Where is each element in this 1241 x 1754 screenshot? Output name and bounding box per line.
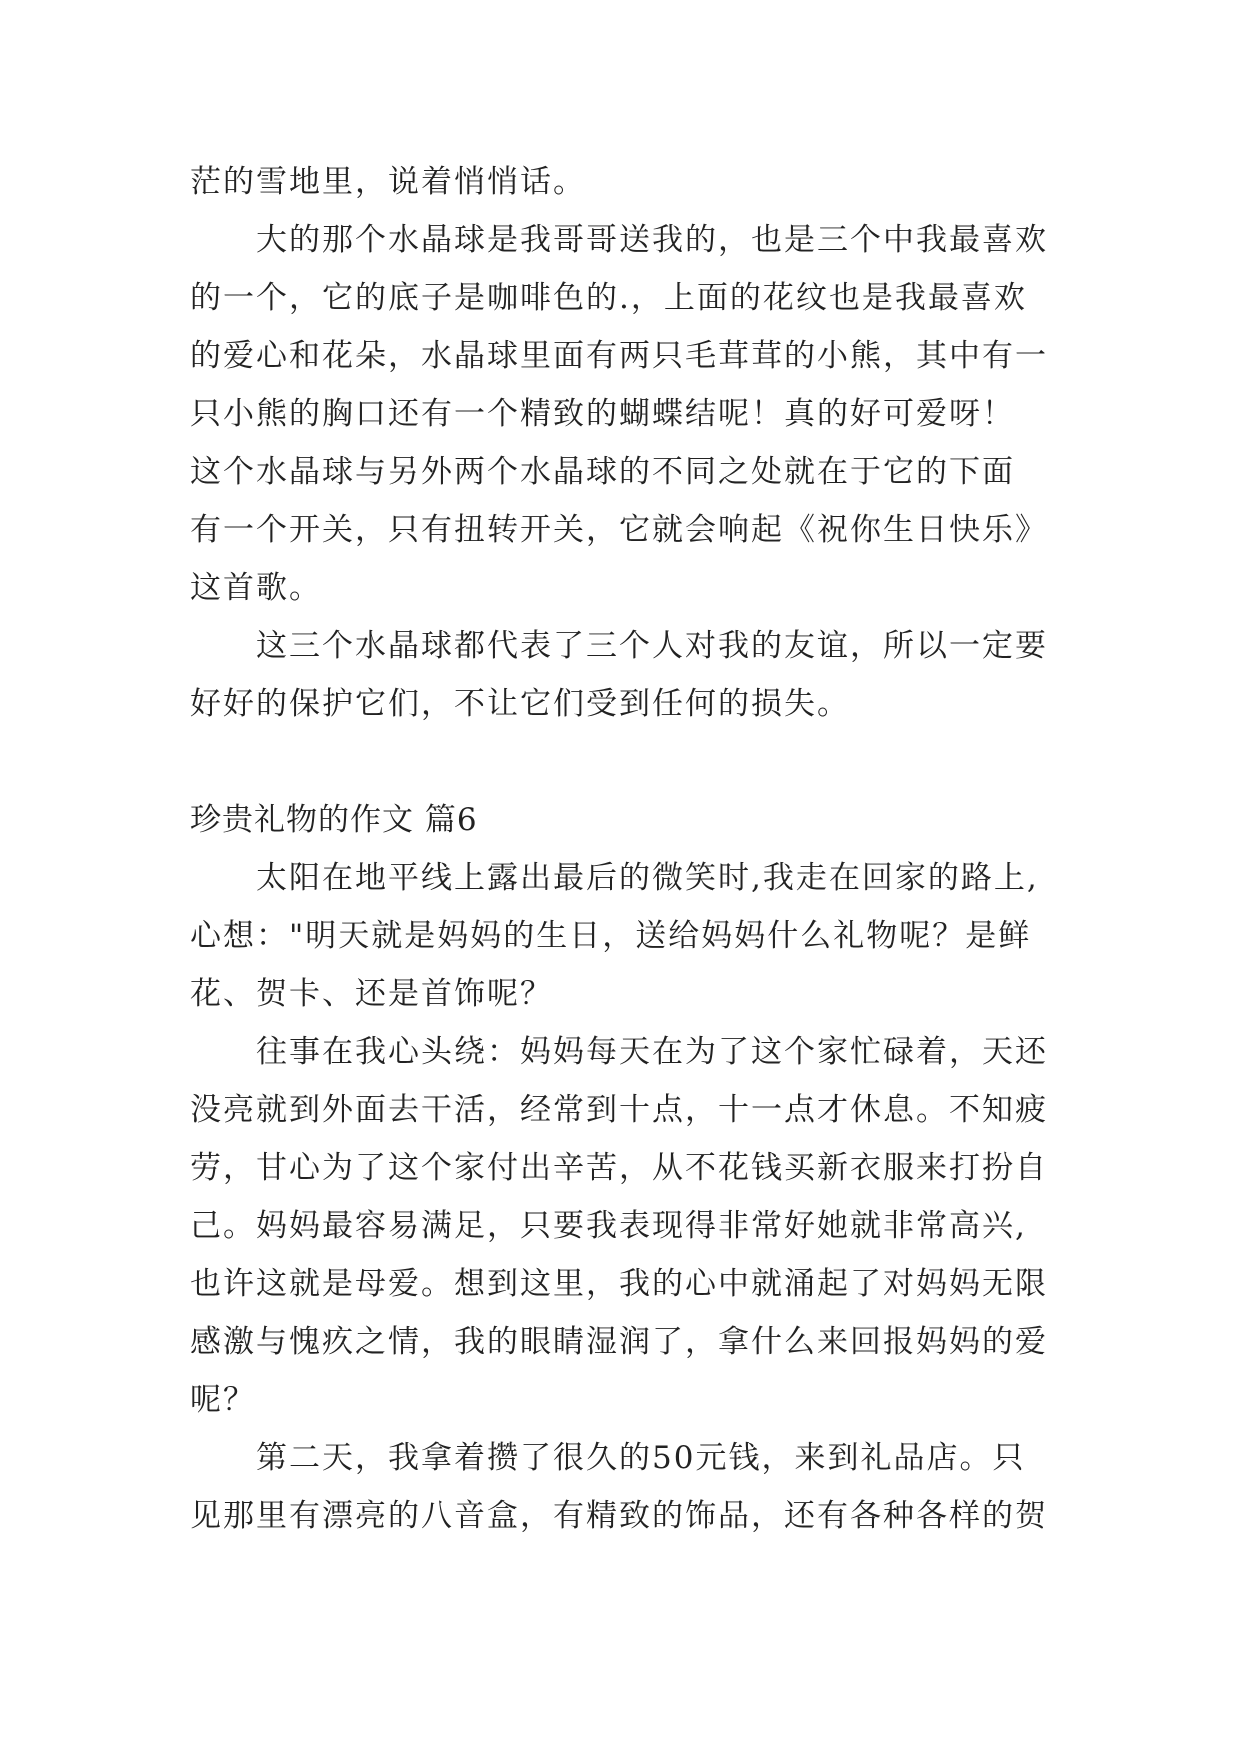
paragraph-start-line: 太阳在地平线上露出最后的微笑时,我走在回家的路上, xyxy=(256,860,1039,896)
text-line: 己。妈妈最容易满足，只要我表现得非常好她就非常高兴, xyxy=(190,1208,1027,1244)
text-line: 这个水晶球与另外两个水晶球的不同之处就在于它的下面 xyxy=(190,454,1015,490)
paragraph-start-line: 这三个水晶球都代表了三个人对我的友谊，所以一定要 xyxy=(256,628,1048,664)
text-line: 只小熊的胸口还有一个精致的蝴蝶结呢！真的好可爱呀！ xyxy=(190,396,1015,432)
text-line: 没亮就到外面去干活，经常到十点，十一点才休息。不知疲 xyxy=(190,1092,1048,1128)
paragraph-start-line: 往事在我心头绕：妈妈每天在为了这个家忙碌着，天还 xyxy=(256,1034,1048,1070)
text-line: 呢？ xyxy=(190,1382,256,1418)
document-body xyxy=(190,153,1090,1545)
text-line: 的爱心和花朵，水晶球里面有两只毛茸茸的小熊，其中有一 xyxy=(190,338,1048,374)
paragraph-start-line: 大的那个水晶球是我哥哥送我的，也是三个中我最喜欢 xyxy=(256,222,1048,258)
section-heading: 珍贵礼物的作文 篇6 xyxy=(190,802,478,838)
text-line: 花、贺卡、还是首饰呢？ xyxy=(190,976,553,1012)
text-line: 这首歌。 xyxy=(190,570,322,606)
text-line: 也许这就是母爱。想到这里，我的心中就涌起了对妈妈无限 xyxy=(190,1266,1048,1302)
text-line: 见那里有漂亮的八音盒，有精致的饰品，还有各种各样的贺 xyxy=(190,1498,1048,1534)
paragraph-start-line: 第二天，我拿着攒了很久的50元钱，来到礼品店。只 xyxy=(256,1440,1026,1476)
text-line: 茫的雪地里，说着悄悄话。 xyxy=(190,164,586,200)
text-line: 劳，甘心为了这个家付出辛苦，从不花钱买新衣服来打扮自 xyxy=(190,1150,1048,1186)
text-line: 心想："明天就是妈妈的生日，送给妈妈什么礼物呢？是鲜 xyxy=(190,918,1032,954)
text-line: 感激与愧疚之情，我的眼睛湿润了，拿什么来回报妈妈的爱 xyxy=(190,1324,1048,1360)
text-line: 的一个，它的底子是咖啡色的.，上面的花纹也是我最喜欢 xyxy=(190,280,1027,316)
text-line: 有一个开关，只有扭转开关，它就会响起《祝你生日快乐》 xyxy=(190,512,1048,548)
text-line: 好好的保护它们，不让它们受到任何的损失。 xyxy=(190,686,850,722)
section-spacer xyxy=(190,733,1090,791)
